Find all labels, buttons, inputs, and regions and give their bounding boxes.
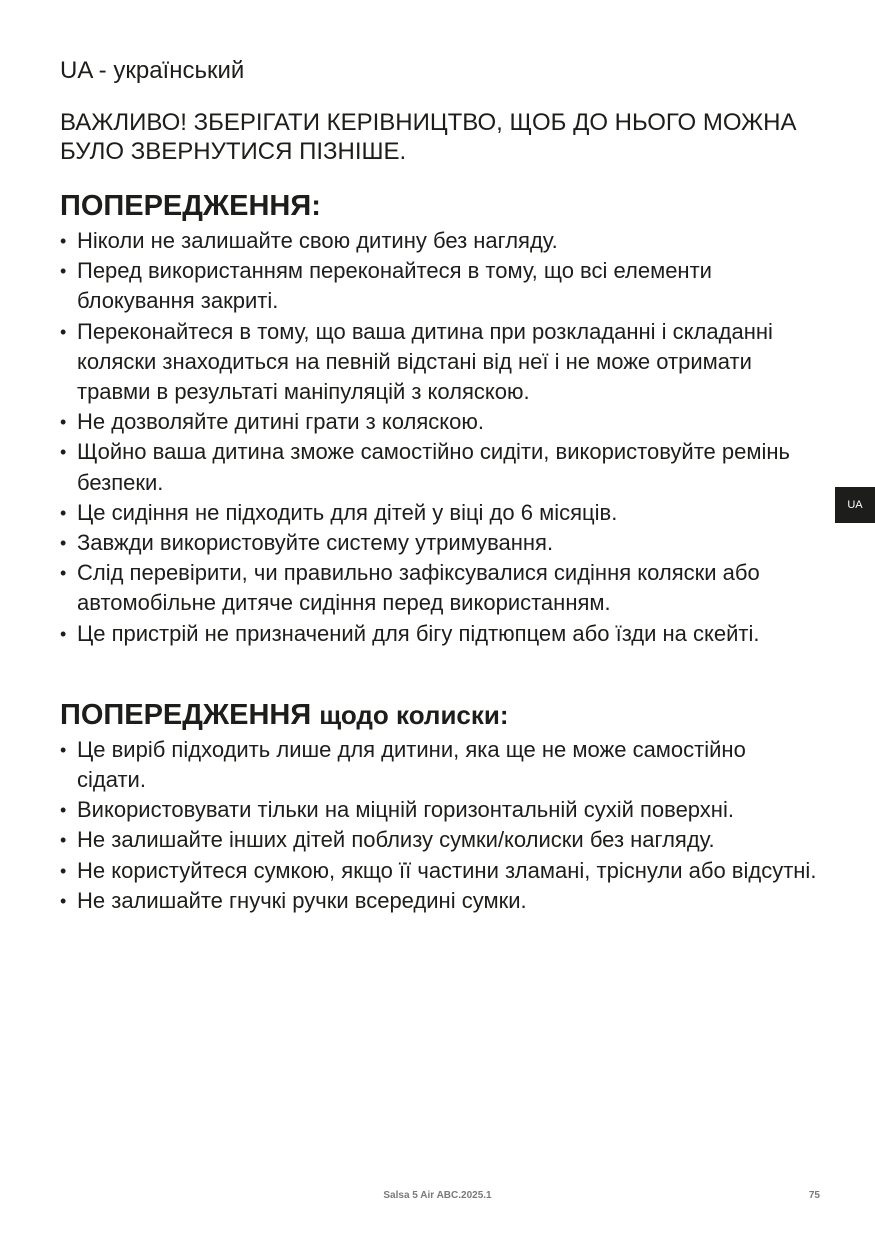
list-item xyxy=(60,317,820,408)
language-side-tab: UA xyxy=(835,487,875,523)
list-item xyxy=(60,226,820,256)
bullet-icon: • xyxy=(60,231,67,251)
list-item xyxy=(60,558,820,618)
cradle-heading-main: ПОПЕРЕДЖЕННЯ xyxy=(60,698,312,731)
list-item-text: Завжди використовуйте систему утримування. xyxy=(77,530,554,556)
list-item xyxy=(60,437,820,497)
list-item xyxy=(60,256,820,316)
bullet-icon: • xyxy=(60,623,67,644)
list-item-text: Ніколи не залишайте свою дитину без нагляду. xyxy=(77,228,558,253)
list-item-text: Слід перевірити, чи правильно зафіксувалися сидіння коляски або автомобільне дитяче сидіння перед використанням. xyxy=(77,560,760,616)
list-item xyxy=(60,795,820,825)
bullet-icon: • xyxy=(60,261,67,282)
list-item-text: Це виріб підходить лише для дитини, яка ще не може самостійно сідати. xyxy=(77,736,746,793)
list-item-text: Це пристрій не призначений для бігу підтюпцем або їзди на скейті. xyxy=(77,620,760,646)
list-item-text: Не залишайте інших дітей поблизу сумки/колиски без нагляду. xyxy=(77,827,715,853)
list-item xyxy=(60,528,820,558)
bullet-icon: • xyxy=(60,800,67,821)
list-item-text: Не користуйтеся сумкою, якщо її частини зламані, тріснули або відсутні. xyxy=(77,857,817,883)
list-item-text: Це сидіння не підходить для дітей у віці до 6 місяців. xyxy=(77,499,618,525)
cradle-warnings-heading xyxy=(60,697,820,733)
list-item-text: Використовувати тільки на міцній горизонтальній сухій поверхні. xyxy=(77,797,734,823)
section-spacer xyxy=(60,649,820,697)
language-title: UA - український xyxy=(60,57,245,84)
bullet-icon: • xyxy=(60,412,67,433)
page-content xyxy=(60,54,820,916)
bullet-icon: • xyxy=(60,533,67,554)
bullet-icon: • xyxy=(60,739,67,760)
cradle-warnings-list xyxy=(60,735,820,916)
list-item-text: Переконайтеся в тому, що ваша дитина при розкладанні і складанні коляски знаходиться на певній відстані від неї і не може отримати травми в результаті маніпуляцій з коляскою. xyxy=(77,318,773,405)
list-item-text: Щойно ваша дитина зможе самостійно сидіти, використовуйте ремінь безпеки. xyxy=(77,439,790,495)
list-item-text: Не залишайте гнучкі ручки всередині сумки. xyxy=(77,887,527,913)
footer-document-name: Salsa 5 Air ABC.2025.1 xyxy=(383,1190,492,1201)
list-item-text: Перед використанням переконайтеся в тому, що всі елементи блокування закриті. xyxy=(77,258,712,314)
list-item xyxy=(60,825,820,855)
warnings-heading: ПОПЕРЕДЖЕННЯ: xyxy=(60,190,321,222)
cradle-heading-suffix: щодо колиски: xyxy=(319,699,509,730)
list-item xyxy=(60,856,820,886)
bullet-icon: • xyxy=(60,502,67,523)
warnings-list xyxy=(60,226,820,649)
list-item xyxy=(60,619,820,649)
bullet-icon: • xyxy=(60,860,67,881)
bullet-icon: • xyxy=(60,830,67,851)
list-item xyxy=(60,735,820,795)
bullet-icon: • xyxy=(60,321,67,342)
important-notice: ВАЖЛИВО! ЗБЕРІГАТИ КЕРІВНИЦТВО, ЩОБ ДО НЬОГО МОЖНА БУЛО ЗВЕРНУТИСЯ ПІЗНІШЕ. xyxy=(60,109,797,165)
list-item-text: Не дозволяйте дитині грати з коляскою. xyxy=(77,409,484,435)
bullet-icon: • xyxy=(60,442,67,463)
list-item xyxy=(60,498,820,528)
list-item xyxy=(60,886,820,916)
list-item xyxy=(60,407,820,437)
footer-page-number: 75 xyxy=(808,1190,820,1201)
bullet-icon: • xyxy=(60,890,67,911)
bullet-icon: • xyxy=(60,563,67,584)
